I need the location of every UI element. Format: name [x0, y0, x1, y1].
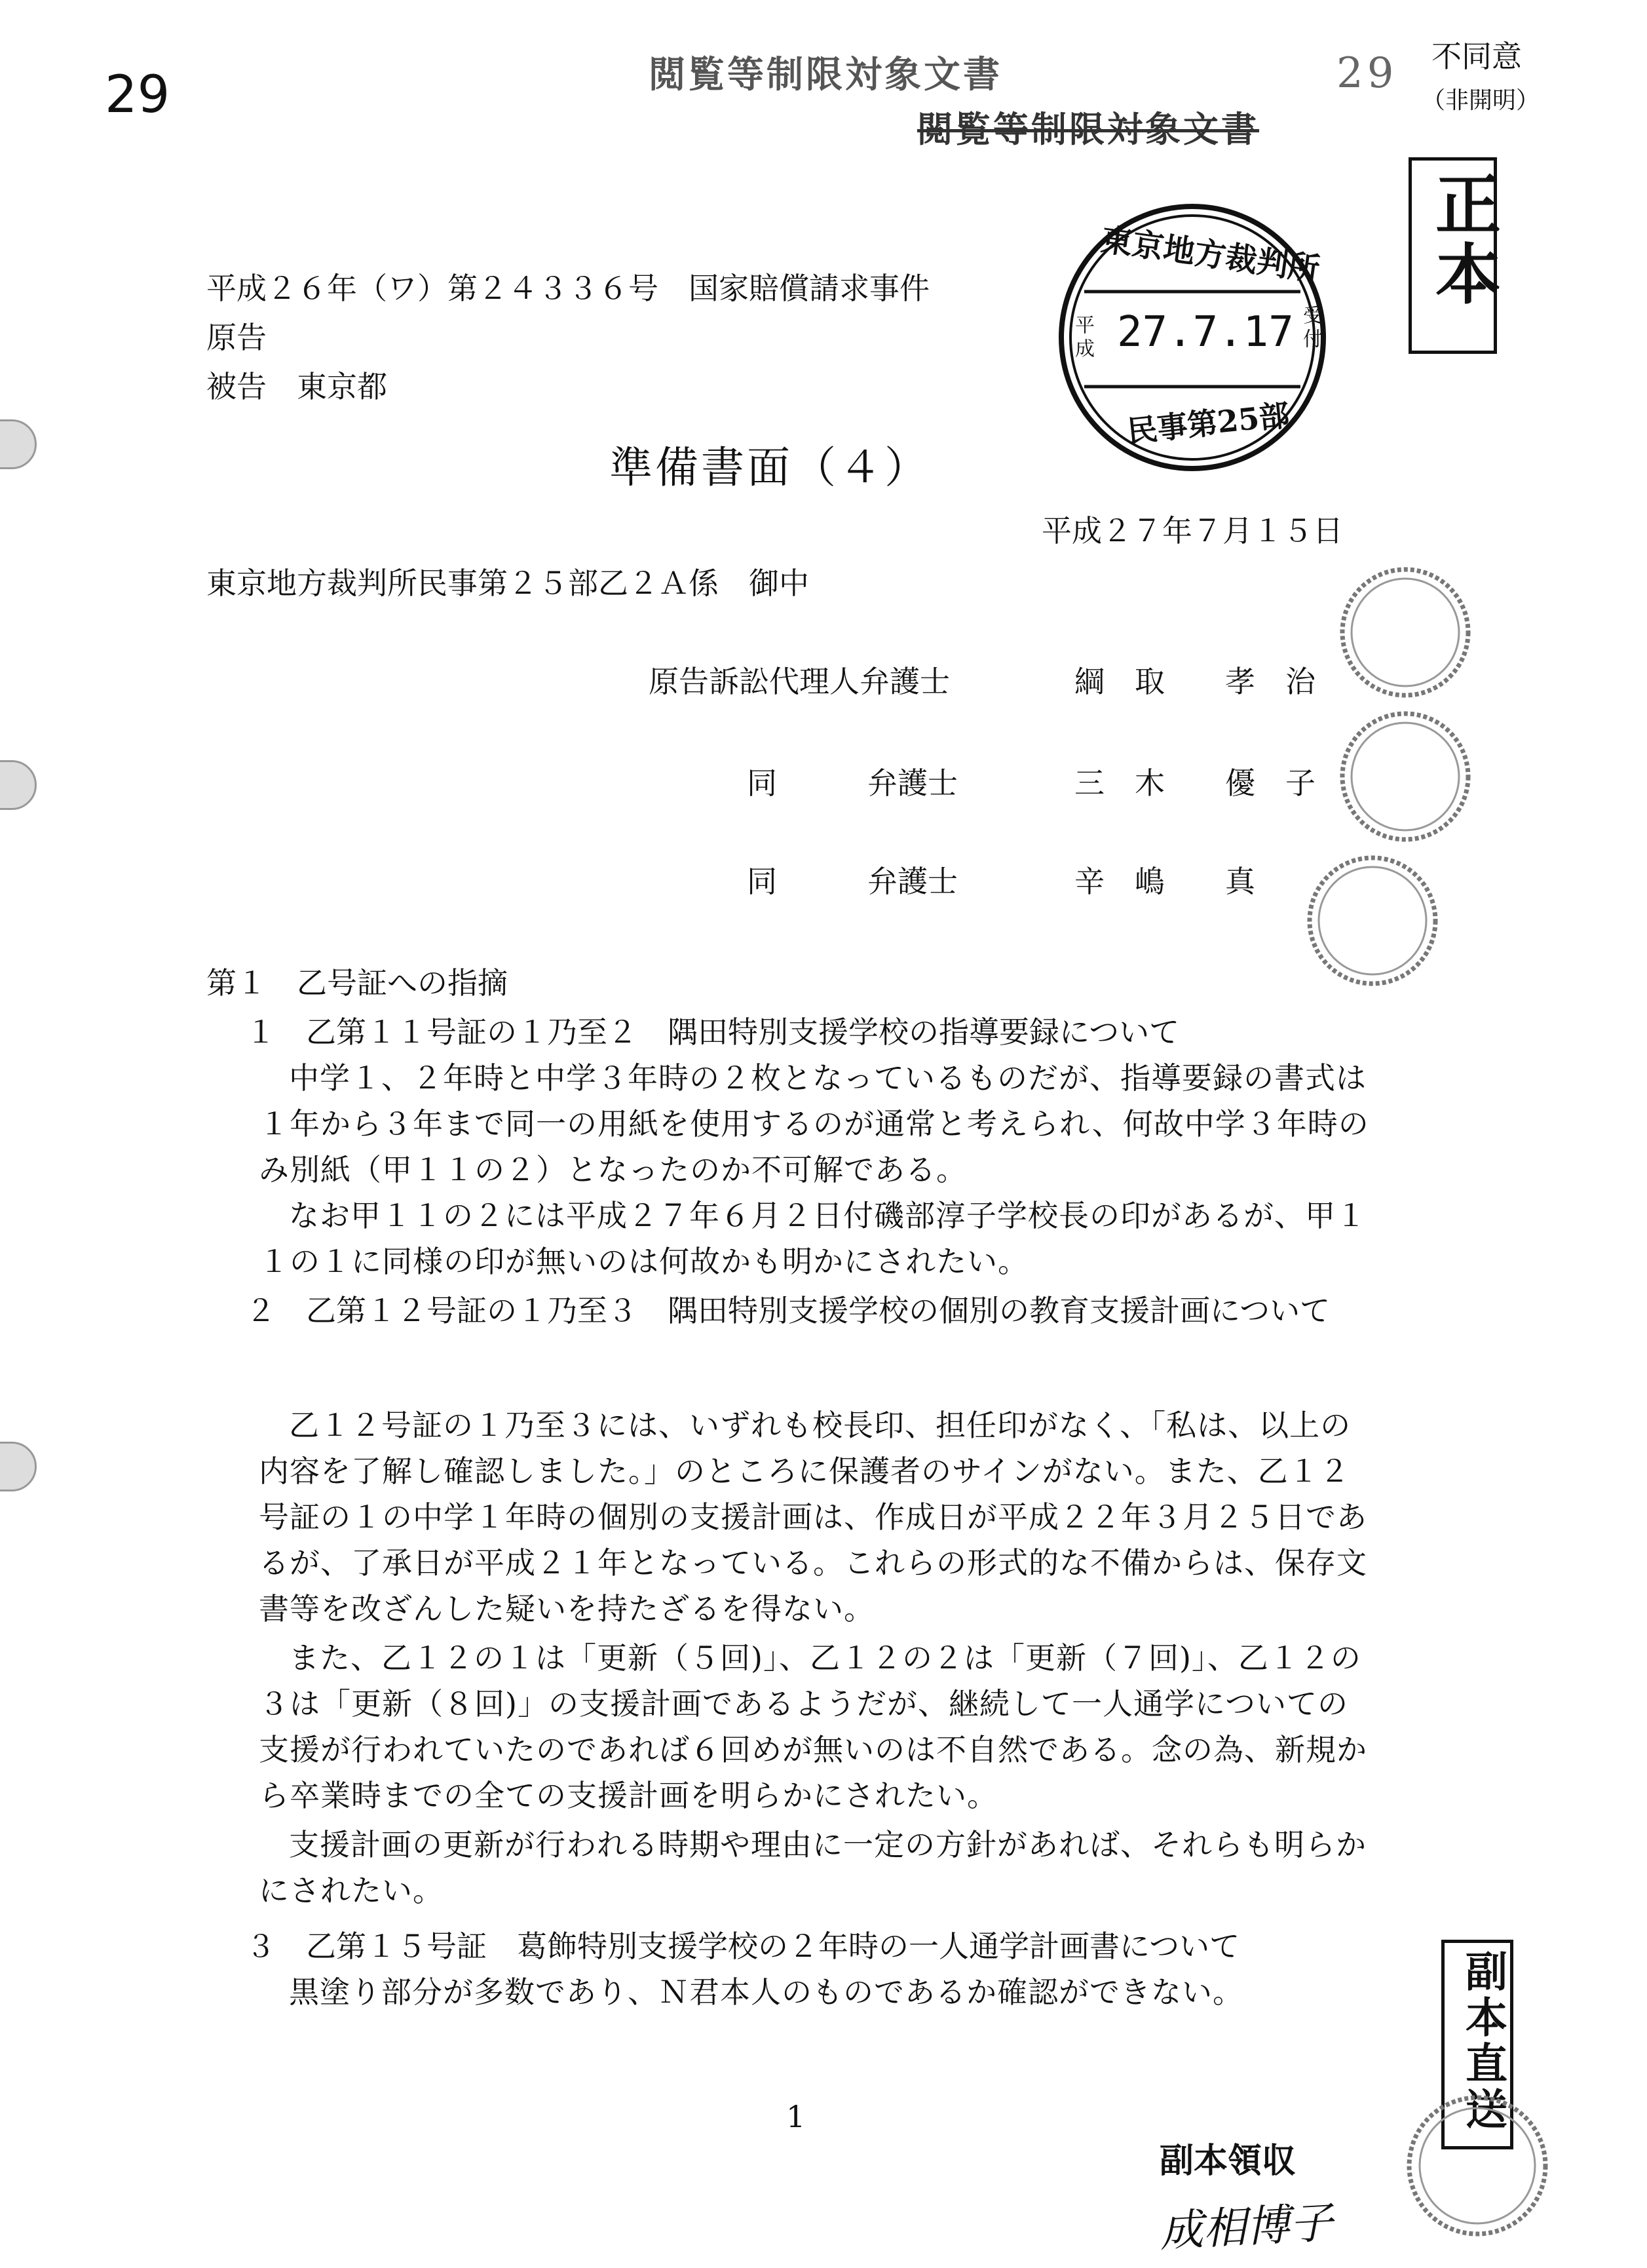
item-title: ２ 乙第１２号証の１乃至３ 隅田特別支援学校の個別の教育支援計画について [246, 1293, 1331, 1328]
printed-page-number: 29 [1336, 49, 1398, 98]
plaintiff-label: 原告 [206, 320, 267, 355]
case-number: 平成２６年（ワ）第２４３３６号 国家賠償請求事件 [206, 271, 930, 306]
addressee: 東京地方裁判所民事第２５部乙２Ａ係 御中 [206, 566, 809, 601]
item-paragraph: 中学１、２年時と中学３年時の２枚となっているものだが、指導要録の書式は１年から３年まで同一の用紙を使用するのが通常と考えられ、何故中学３年時のみ別紙（甲１１の２）となったのか不可解である。 [259, 1060, 1369, 1187]
item-paragraph: 黒塗り部分が多数であり、Ｎ君本人のものであるか確認ができない。 [289, 1974, 1243, 2010]
handwritten-note: 不同意 [1431, 39, 1522, 74]
fukuhon-chokuso-stamp: 副本直送 [1441, 1940, 1513, 2149]
stamp-received: 受付 [1299, 305, 1322, 352]
attorney-name: 辛 嶋 真 [1074, 864, 1255, 899]
seal-impression [1402, 2090, 1553, 2241]
attorney-name: 綱 取 孝 治 [1074, 664, 1316, 699]
seal-impression [1304, 852, 1441, 990]
attorney-role: 同 弁護士 [747, 864, 958, 899]
restricted-stamp-struck: 閲覧等制限対象文書 [917, 108, 1259, 150]
document-date: 平成２７年７月１５日 [1042, 513, 1343, 548]
item-title: ３ 乙第１５号証 葛飾特別支援学校の２年時の一人通学計画書について [246, 1929, 1240, 1964]
defendant-label: 被告 東京都 [206, 369, 387, 404]
stamp-division: 民事第25部 [1126, 397, 1291, 450]
seihon-stamp: 正本 [1409, 157, 1497, 354]
court-reception-stamp [1055, 200, 1330, 475]
stamp-date: 27.7.17 [1117, 308, 1294, 356]
restricted-stamp: 閲覧等制限対象文書 [649, 53, 1002, 96]
item-paragraph: 支援計画の更新が行われる時期や理由に一定の方針があれば、それらも明らかにされたい。 [259, 1827, 1367, 1908]
item-title: １ 乙第１１号証の１乃至２ 隅田特別支援学校の指導要録について [246, 1014, 1180, 1050]
page-number: 1 [786, 2099, 806, 2134]
fukuhon-ryoshu-stamp: 副本領収 [1160, 2141, 1297, 2181]
section-heading: 第１ 乙号証への指摘 [206, 965, 508, 1001]
seal-impression [1336, 708, 1474, 845]
attorney-role: 原告訴訟代理人弁護士 [649, 664, 950, 699]
binder-hole [0, 1442, 37, 1491]
stamp-court-name: 東京地方裁判所 [1099, 221, 1322, 289]
document-title: 準備書面（４） [609, 442, 930, 493]
item-paragraph: なお甲１１の２には平成２７年６月２日付磯部淳子学校長の印があるが、甲１１の１に同様の印が無いのは何故かも明かにされたい。 [259, 1198, 1367, 1279]
item-paragraph: 乙１２号証の１乃至３には、いずれも校長印、担任印がなく、「私は、以上の内容を了解し確認しました。」のところに保護者のサインがない。また、乙１２号証の１の中学１年時の個別の支援計画は、作成日が平成２２年３月２５日であるが、了承日が平成２１年となっている。これらの形式的な不備からは、保存文書等を改ざんした疑いを持たざるを得ない。 [259, 1408, 1367, 1626]
stamp-era: 平成 [1071, 315, 1094, 362]
binder-hole [0, 419, 37, 469]
seal-impression [1336, 564, 1474, 701]
item-paragraph: また、乙１２の１は「更新（５回)」、乙１２の２は「更新（７回)」、乙１２の３は「更新（８回)」の支援計画であるようだが、継続して一人通学についての支援が行われていたのであれば６回めが無いのは不自然である。念の為、新規から卒業時までの全ての支援計画を明らかにされたい。 [259, 1640, 1367, 1813]
handwritten-note: （非開明） [1422, 87, 1540, 114]
attorney-role: 同 弁護士 [747, 765, 958, 801]
handwritten-page-number: 29 [105, 66, 170, 125]
binder-hole [0, 760, 37, 810]
attorney-name: 三 木 優 子 [1074, 765, 1316, 801]
handwritten-signature: 成相博子 [1158, 2197, 1335, 2257]
